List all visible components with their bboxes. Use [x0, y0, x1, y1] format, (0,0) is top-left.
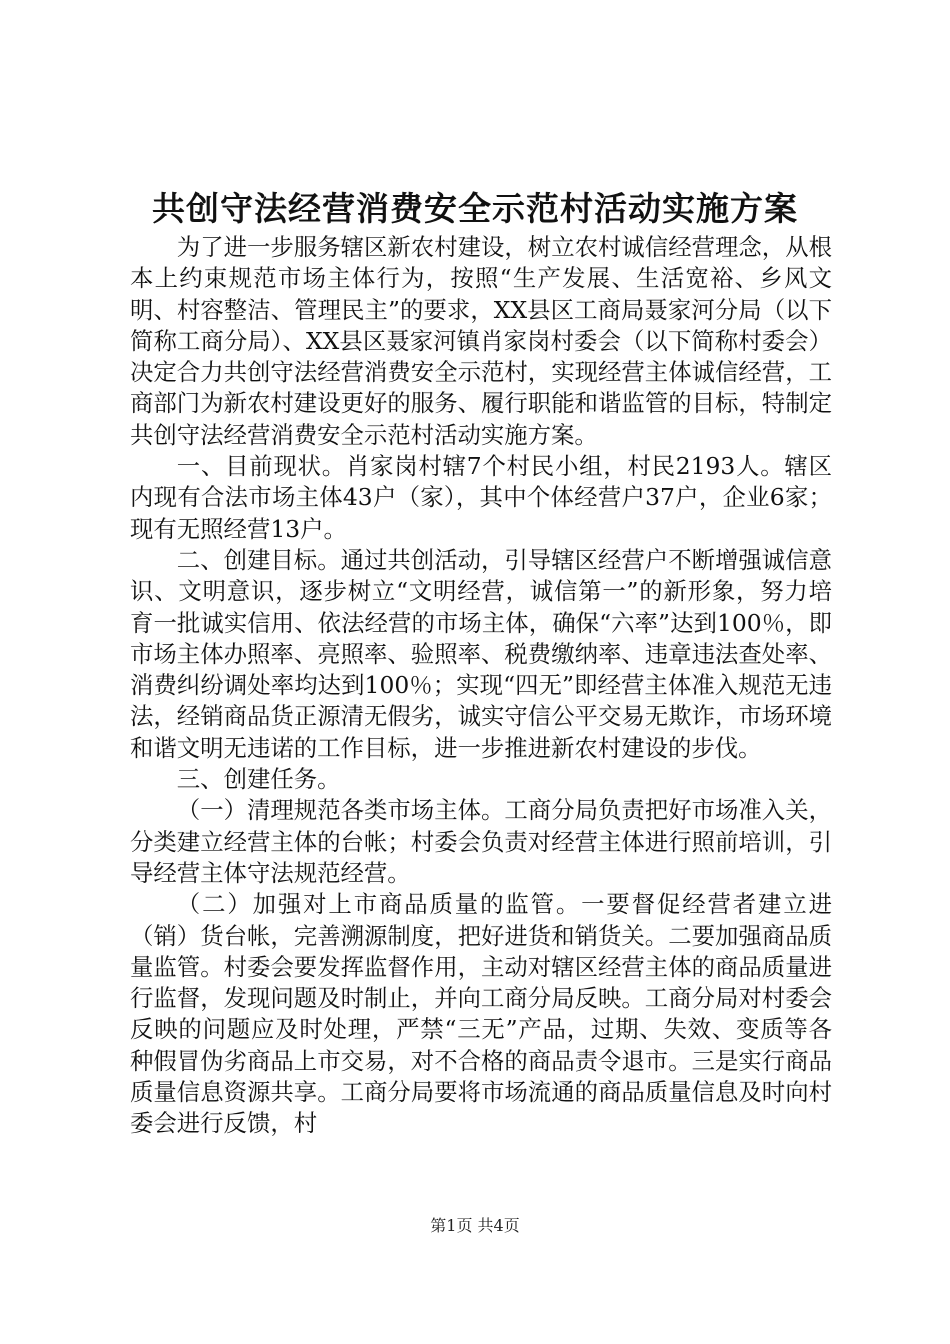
- paragraph-task-1: （一）清理规范各类市场主体。工商分局负责把好市场准入关，分类建立经营主体的台帐；村委会负责对经营主体进行照前培训，引导经营主体守法规范经营。: [130, 796, 832, 887]
- paragraph-goals: 二、创建目标。通过共创活动，引导辖区经营户不断增强诚信意识、文明意识，逐步树立“文明经营，诚信第一”的新形象，努力培育一批诚实信用、依法经营的市场主体，确保“六率”达到100％，即市场主体办照率、亮照率、验照率、税费缴纳率、违章违法查处率、消费纠纷调处率均达到100％；实现“四无”即经营主体准入规范无违法，经销商品货正源清无假劣，诚实守信公平交易无欺诈，市场环境和谐文明无违诺的工作目标，进一步推进新农村建设的步伐。: [130, 545, 832, 762]
- paragraph-tasks-heading: 三、创建任务。: [176, 765, 341, 794]
- document-title: 共创守法经营消费安全示范村活动实施方案: [152, 189, 798, 228]
- paragraph-task-2: （二）加强对上市商品质量的监管。一要督促经营者建立进（销）货台帐，完善溯源制度，把好进货和销货关。二要加强商品质量监管。村委会要发挥监督作用，主动对辖区经营主体的商品质量进行监督，发现问题及时制止，并向工商分局反映。工商分局对村委会反映的问题应及时处理，严禁“三无”产品，过期、失效、变质等各种假冒伪劣商品上市交易，对不合格的商品责令退市。三是实行商品质量信息资源共享。工商分局要将市场流通的商品质量信息及时向村委会进行反馈，村: [130, 890, 832, 1138]
- document-body: [130, 232, 832, 1140]
- page-number-footer: 第1页 共4页: [430, 1216, 520, 1235]
- paragraph-current-status: 一、目前现状。肖家岗村辖7个村民小组，村民2193人。辖区内现有合法市场主体43户（家），其中个体经营户37户，企业6家；现有无照经营13户。: [130, 452, 832, 543]
- paragraph-intro: 为了进一步服务辖区新农村建设，树立农村诚信经营理念，从根本上约束规范市场主体行为，按照“生产发展、生活宽裕、乡风文明、村容整洁、管理民主”的要求，XX县区工商局聂家河分局（以下简称工商分局）、XX县区聂家河镇肖家岗村委会（以下简称村委会）决定合力共创守法经营消费安全示范村，实现经营主体诚信经营，工商部门为新农村建设更好的服务、履行职能和谐监管的目标，特制定共创守法经营消费安全示范村活动实施方案。: [130, 233, 832, 449]
